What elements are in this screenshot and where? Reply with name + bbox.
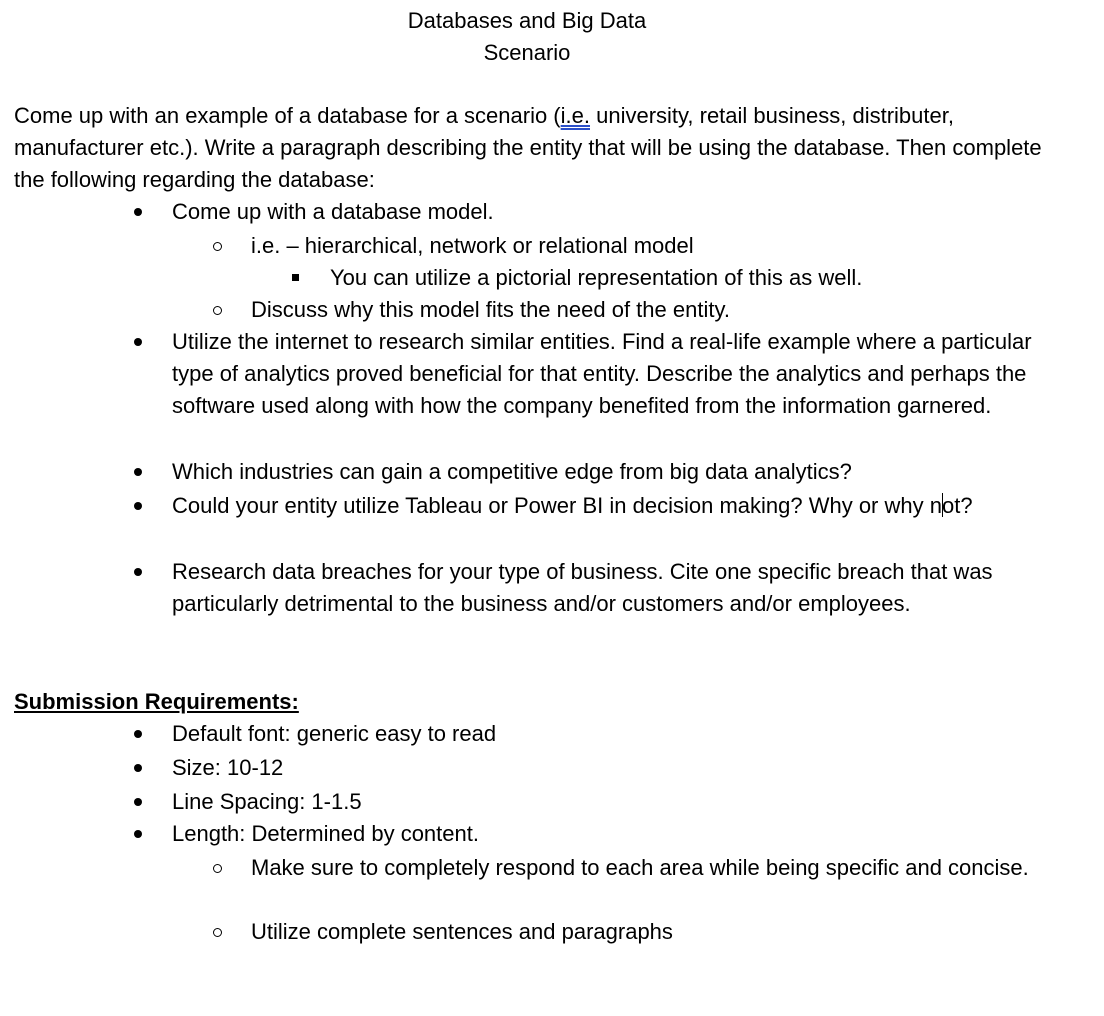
requirement-specific-concise: Make sure to completely respond to each area while being specific and concise. <box>251 855 1029 880</box>
circle-bullet-icon <box>213 864 222 873</box>
requirement-length: Length: Determined by content. <box>172 821 479 846</box>
document-title: Databases and Big Data <box>407 8 647 33</box>
bullet-industries: Which industries can gain a competitive edge from big data analytics? <box>172 459 852 484</box>
bullet-dot-icon <box>134 830 142 838</box>
bullet-dot-icon <box>134 502 142 510</box>
submission-heading: Submission Requirements: <box>14 689 299 714</box>
title-block <box>0 5 1054 69</box>
square-bullet-icon <box>292 274 299 281</box>
intro-paragraph <box>14 100 1074 196</box>
bullet-data-breaches: Research data breaches for your type of business. Cite one specific breach that was particularly detrimental to the business and/or customers and/or employees. <box>172 559 993 616</box>
bullet-tableau-powerbi <box>172 490 1012 522</box>
bullet-database-model: Come up with a database model. <box>172 199 494 224</box>
document-subtitle: Scenario <box>483 40 571 65</box>
bullet-dot-icon <box>134 730 142 738</box>
circle-bullet-icon <box>213 928 222 937</box>
bullet-dot-icon <box>134 208 142 216</box>
intro-text-rest: university, retail business, distributer, manufacturer etc.). Write a paragraph describing the entity that will be using the database. Then complete the following regarding the database: <box>14 103 1042 192</box>
requirement-font: Default font: generic easy to read <box>172 721 497 746</box>
circle-bullet-icon <box>213 306 222 315</box>
sub-bullet-model-fit: Discuss why this model fits the need of the entity. <box>251 297 730 322</box>
sub-sub-bullet-pictorial: You can utilize a pictorial representation of this as well. <box>330 265 863 290</box>
bullet-dot-icon <box>134 468 142 476</box>
circle-bullet-icon <box>213 242 222 251</box>
bullet-dot-icon <box>134 338 142 346</box>
requirement-line-spacing: Line Spacing: 1-1.5 <box>172 789 362 814</box>
requirement-complete-sentences: Utilize complete sentences and paragraphs <box>251 919 673 944</box>
bullet-dot-icon <box>134 798 142 806</box>
bullet-dot-icon <box>134 568 142 576</box>
bullet-tableau-text-end: ot? <box>941 493 973 518</box>
bullet-research-analytics: Utilize the internet to research similar entities. Find a real-life example where a particular type of analytics proved beneficial for that entity. Describe the analytics and perhaps the software used along with how the company benefited from the information garnered. <box>172 329 1032 418</box>
intro-underlined-abbrev: i.e. <box>560 103 590 128</box>
requirement-size: Size: 10-12 <box>172 755 284 780</box>
intro-text-start: Come up with an example of a database for a scenario ( <box>14 103 561 128</box>
sub-bullet-model-types: i.e. – hierarchical, network or relational model <box>251 233 694 258</box>
bullet-tableau-text-start: Could your entity utilize Tableau or Power BI in decision making? Why or why n <box>172 493 942 518</box>
bullet-dot-icon <box>134 764 142 772</box>
